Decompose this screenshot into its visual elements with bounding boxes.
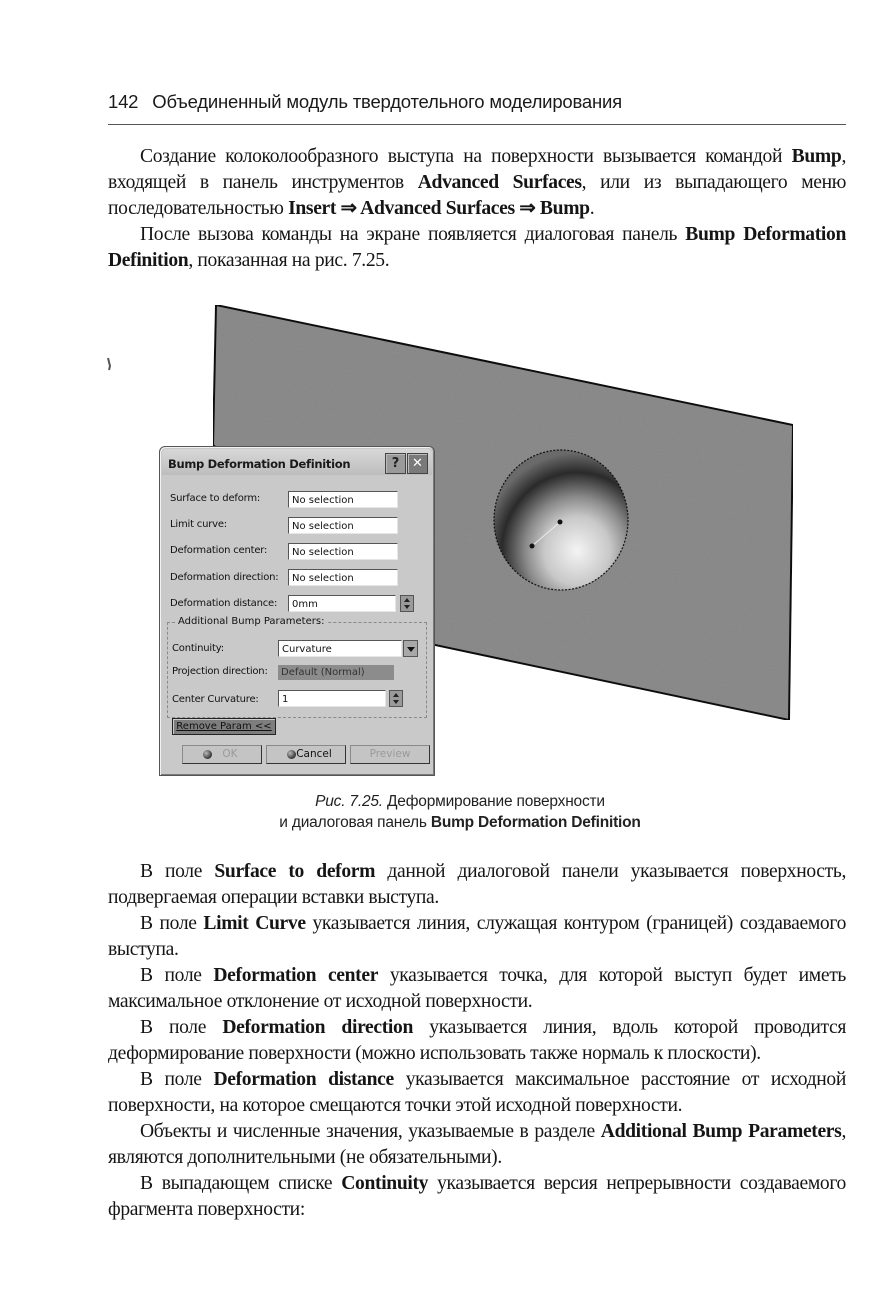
paragraph: В поле Deformation center указывается точка, для которой выступ будет иметь максимальное отклонение от исходной поверхности. (108, 965, 846, 1012)
limit-curve-field[interactable]: No selection (288, 517, 398, 534)
term: Limit Curve (203, 913, 306, 934)
term: Deformation center (213, 965, 379, 986)
bump-deformation-dialog (159, 446, 435, 776)
center-curvature-input[interactable]: 1 (278, 690, 386, 707)
caption-line1: Деформирование поверхности (382, 793, 605, 810)
paragraph: После вызова команды на экране появляется диалоговая панель Bump Deformation Definition, показанная на рис. 7.25. (108, 224, 846, 271)
paragraph: В поле Limit Curve указывается линия, служащая контуром (границей) создаваемого выступа. (108, 913, 847, 960)
curvature-spinner-icon[interactable] (389, 690, 403, 707)
field-label: Limit curve: (170, 519, 227, 530)
field-label: Deformation direction: (170, 572, 279, 583)
field-label: Surface to deform: (170, 493, 261, 504)
caption-prefix: Рис. 7.25. (315, 793, 383, 810)
paragraph: Объекты и численные значения, указываемые в разделе Additional Bump Parameters, являются дополнительными (не обязательными). (108, 1121, 846, 1168)
projection-direction-field[interactable]: Default (Normal) (278, 665, 394, 680)
cancel-button[interactable]: Cancel (266, 745, 346, 764)
term: Insert ⇒ Advanced Surfaces ⇒ Bump (288, 198, 590, 219)
explanation-text (108, 859, 846, 1223)
term: Continuity (341, 1173, 429, 1194)
field-label: Deformation center: (170, 545, 268, 556)
page-number: 142 (108, 91, 139, 112)
preview-button[interactable]: Preview (350, 745, 430, 764)
scan-mark (108, 358, 110, 370)
continuity-select[interactable]: Curvature (278, 640, 402, 657)
paragraph: В поле Deformation direction указывается линия, вдоль которой проводится деформирование поверхности (можно использовать также нормаль к плоскости). (108, 1017, 846, 1064)
direction-point[interactable] (530, 544, 535, 549)
term: Deformation distance (213, 1069, 394, 1090)
paragraph: В выпадающем списке Continuity указывается версия непрерывности создаваемого фрагмента поверхности: (108, 1173, 846, 1220)
field-label: Deformation distance: (170, 598, 278, 609)
caption-bold: Bump Deformation Definition (430, 814, 641, 831)
cancel-ball-icon (287, 750, 296, 759)
group-title: Additional Bump Parameters: (178, 616, 325, 627)
field-label: Continuity: (172, 643, 224, 654)
caption-line2: и диалоговая панель (279, 814, 431, 831)
running-title: Объединенный модуль твердотельного моделирования (152, 91, 622, 112)
deformation-distance-input[interactable]: 0mm (288, 595, 396, 612)
deformation-center-point[interactable] (558, 520, 563, 525)
help-icon[interactable]: ? (385, 453, 406, 474)
term: Advanced Surfaces (417, 172, 582, 193)
ok-ball-icon (203, 750, 212, 759)
term: Bump (791, 146, 842, 167)
term: Deformation direction (222, 1017, 414, 1038)
paragraph: В поле Deformation distance указывается максимальное расстояние от исходной поверхности, на которое смещаются точки этой исходной поверхности. (108, 1069, 847, 1116)
paragraph: В поле Surface to deform данной диалоговой панели указывается поверхность, подвергаемая операции вставки выступа. (108, 861, 846, 908)
field-label: Projection direction: (172, 666, 268, 677)
dialog-titlebar[interactable] (162, 449, 432, 475)
term: Surface to deform (214, 861, 376, 882)
deformation-center-field[interactable]: No selection (288, 543, 398, 560)
deformation-direction-field[interactable]: No selection (288, 569, 398, 586)
field-label: Center Curvature: (172, 694, 259, 705)
surface-to-deform-field[interactable]: No selection (288, 491, 398, 508)
chevron-down-icon[interactable] (403, 640, 418, 657)
remove-param-button[interactable]: Remove Param << (172, 718, 276, 735)
paragraph: Создание колоколообразного выступа на поверхности вызывается командой Bump, входящей в панель инструментов Advanced Surfaces, или из выпадающего меню последовательностью Insert ⇒ Advanced Surfaces ⇒ Bump. (108, 146, 847, 219)
figure-caption (200, 791, 720, 833)
distance-spinner-icon[interactable] (400, 595, 414, 612)
close-icon[interactable]: ✕ (407, 453, 428, 474)
dialog-title: Bump Deformation Definition (168, 457, 351, 471)
term: Additional Bump Parameters (600, 1121, 842, 1142)
term: Bump Deformation Definition (108, 224, 846, 271)
ok-button[interactable]: OK (182, 745, 262, 764)
